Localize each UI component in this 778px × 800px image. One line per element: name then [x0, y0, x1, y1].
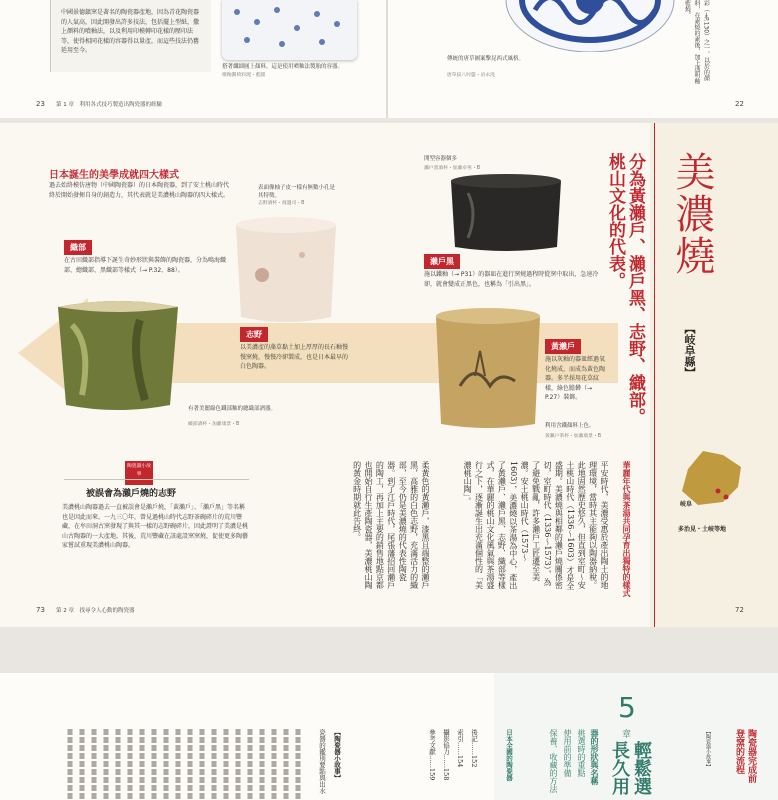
column-body: 平安時代，美濃受惠於產出陶土的地理環境，當時其主能夠以陶器納稅。此地固然歷史悠久，但直到室町～安土桃山時代（1336～1603）才是全盛期。美濃燒與相鄰的瀨戶燒關係密切，室町時代（1336～1573），為了避免戰亂，許多瀨戶工匠遷至美濃。安土桃山時代（1573～1603），美濃燒以茶湯為中心，產出了黃瀨戶、瀨戶黑、志野、織部等樣式，在華麗的桃山文化風氣與茶湯盛行之下，逐漸誕生出充滿個性的「美濃桃山陶」。 [463, 461, 609, 590]
toc-item-12[interactable]: 陶瓷器完成前 [746, 729, 756, 783]
page-chapter-2: 第 2 章 找尋令人心動的陶瓷器 [56, 608, 135, 614]
bowl-photo [505, 0, 675, 52]
toc-item-6[interactable]: 參考文獻……159 [428, 729, 436, 781]
page-chapter-1: 第 1 章 利用各式技巧製造出陶瓷器的經驗 [56, 102, 162, 108]
page-number-72: 72 [735, 606, 744, 614]
top-right-vertical: 彩（→P.130）之一，以於的顏料，在素燒的素後，加上透明釉藍燒。 [683, 0, 710, 84]
chapter-number: 5 [618, 691, 636, 724]
map-label-area: 多治見・土岐等地 [678, 526, 727, 533]
shino-cup-icon [232, 215, 342, 325]
kiseto-caption-sub: 黃瀨戶茶杯・加藤康景・B [545, 434, 602, 439]
page-number-23: 23 [36, 100, 45, 108]
chapter-char: 章 [622, 730, 632, 740]
setoguro-cup-icon [448, 173, 563, 253]
shino-caption: 表面像柚子皮一樣有無數小孔是其特徵。 [258, 185, 336, 199]
kiseto-cup-icon [430, 306, 545, 431]
shino-text: 以美濃產的藻草黏土加上厚厚的長石釉慢慢窯燒，慢慢冷卻製成，也是日本最早的白色陶器。 [240, 344, 349, 370]
bottom-spread [0, 673, 778, 800]
chapter-title: 輕鬆選長久用 [609, 741, 652, 795]
prefecture-label: 【岐阜縣】 [683, 323, 696, 378]
kiseto-caption: 利用含鐵顏料上色。 [545, 423, 595, 429]
styles-heading: 日本誕生的美學成就四大樣式 [49, 170, 179, 181]
shino-caption-sub: 志野酒杯・渡邊司・B [258, 201, 305, 206]
bowl-caption: 傳統的唐草圖案擊昆西式風格。 [447, 56, 525, 62]
setoguro-label: 瀨戶黑 [424, 254, 460, 269]
page-number-73: 73 [36, 606, 45, 614]
toc-item-8[interactable]: 挑選時的重點 [577, 729, 586, 777]
toc-item-10[interactable]: 保養、收藏的方法 [549, 729, 558, 793]
mid-spread [0, 123, 778, 627]
main-title: 美濃燒 [669, 151, 715, 277]
toc-item-9[interactable]: 使用前的準備 [563, 729, 572, 777]
middle-body: 柔黃色的黃瀨戶，漆黑且端整的瀨戶黑，高雅的白色志野，充滿活力的織部，至今仍是美濃燒的代表性陶瓷器。到了江戶時代，尾張藩招回瀨戶的陶工，再加上主要的銷售地點京都也開始自行生產陶瓷器，美濃桃山陶的黃金時期就此告終。 [352, 461, 430, 589]
kiseto-text: 施以灰釉的器皿經過氧化燒成，而成為黃色陶器。多半採用花草紋樣，綠色膽礬（→ P.27）裝飾。 [545, 356, 606, 401]
toc-item-13[interactable]: 登窯的流程 [734, 729, 744, 774]
setoguro-caption: 開型容器個多 [424, 156, 458, 162]
top-spread [0, 0, 778, 118]
oribe-caption: 有著美麗綠色鐵部釉的總織部酒器。 [188, 406, 277, 412]
gutter [386, 0, 388, 118]
plate-caption-sub: 噴釉圓椅料理・藍圓 [222, 73, 266, 78]
oribe-cup-icon [50, 295, 185, 415]
toc-item-story-b: 【陶瓷器小故事】 [705, 729, 711, 769]
oribe-caption-sub: 織部酒杯・加藤康景・B [188, 422, 240, 427]
page-number-22: 22 [735, 100, 744, 108]
toc-item-7[interactable]: 器的形狀與名稱 [590, 729, 600, 785]
story-body: 美濃桃山陶器過去一直被誤會是瀨戶燒，「黃瀨戶」、「瀨戶黑」等名稱也是因此而來。一九三〇年，曾見過桃山時代志野茶碗碎片的荒川豐藏，在牟田洞古窯發現了與其一樣的志野碗碎片，因此證明了美濃是桃山古陶器的一大產地。其後，荒川豐藏在該處設窯窯燒，促使更多陶藝家嘗試重現美濃桃山陶器。 [62, 504, 249, 549]
plate-caption: 搭著纖細圓上顏料，這是使用噴釉法製胎的容器。 [222, 64, 344, 70]
setoguro-text: 施以鐵釉（→ P31）的器皿在進行窯燒過程時從窯中取出，急速冷卻，就會變成正黑色，也稱為「引出黑」。 [424, 271, 599, 288]
blue-bowl-icon [505, 0, 675, 52]
top-left-body: 中國景德鎮窯是著名的陶瓷器產地，因為青花陶瓷器的人氣高，因此開發出許多技法，包括擺上型紙，撒上顏料的噴釉法，以及利用印模轉印花樣的壓印法等，使得相同花樣的容器得以量產，而這些技法仍舊延用至今。 [61, 9, 200, 54]
story-badge: 陶瓷器小故事 [125, 461, 153, 485]
setoguro-caption-sub: 瀨戶黑酒杯・加藤卓男・B [424, 166, 481, 171]
styles-intro: 過去始終模仿唐物（中國陶瓷器）的日本陶瓷器，到了安土桃山時代終於開始發揮自身的創造力，其代表就是美濃桃山陶器的四大樣式。 [49, 182, 230, 199]
kiseto-label: 黃瀨戶 [545, 339, 581, 354]
story-heading: 被誤會為瀨戶燒的志野 [86, 489, 177, 499]
top-text-box [50, 0, 211, 72]
toc-item-3[interactable]: 後記……152 [470, 729, 478, 768]
story-divider [64, 479, 249, 480]
main-subtitle: 分為黃瀨戶、瀨戶黑、志野、織部。桃山文化的代表。 [605, 153, 645, 425]
toc-item-4[interactable]: 索引……154 [456, 729, 464, 768]
text-columns-block [60, 729, 310, 800]
column-heading: 華麗年代與茶湯共同孕育出獨特的樣式 [622, 461, 631, 597]
panel-rule [654, 123, 655, 627]
toc-item-story: 【陶瓷器小故事】 [333, 729, 341, 781]
oribe-text: 在古田織部指導下誕生奇妙形狀與裝飾的陶瓷器，分為鳴海織部、總織部、黑織部等樣式（→ P.32、88）。 [64, 257, 227, 274]
shino-label: 志野 [240, 327, 268, 342]
plate-pattern-icon [222, 0, 357, 60]
toc-item-1[interactable]: 瓷器的鑑別要點與出水 [318, 729, 326, 794]
bowl-caption-sub: 唐草紋八吋盤・岩永洗 [447, 73, 495, 78]
map-label-gifu: 岐阜 [680, 501, 693, 508]
oribe-label: 織部 [64, 240, 92, 255]
toc-item-2[interactable]: 日本全國的陶瓷器 [505, 729, 513, 781]
plate-photo [222, 0, 357, 60]
toc-item-5[interactable]: 攝影協力……158 [442, 729, 450, 781]
